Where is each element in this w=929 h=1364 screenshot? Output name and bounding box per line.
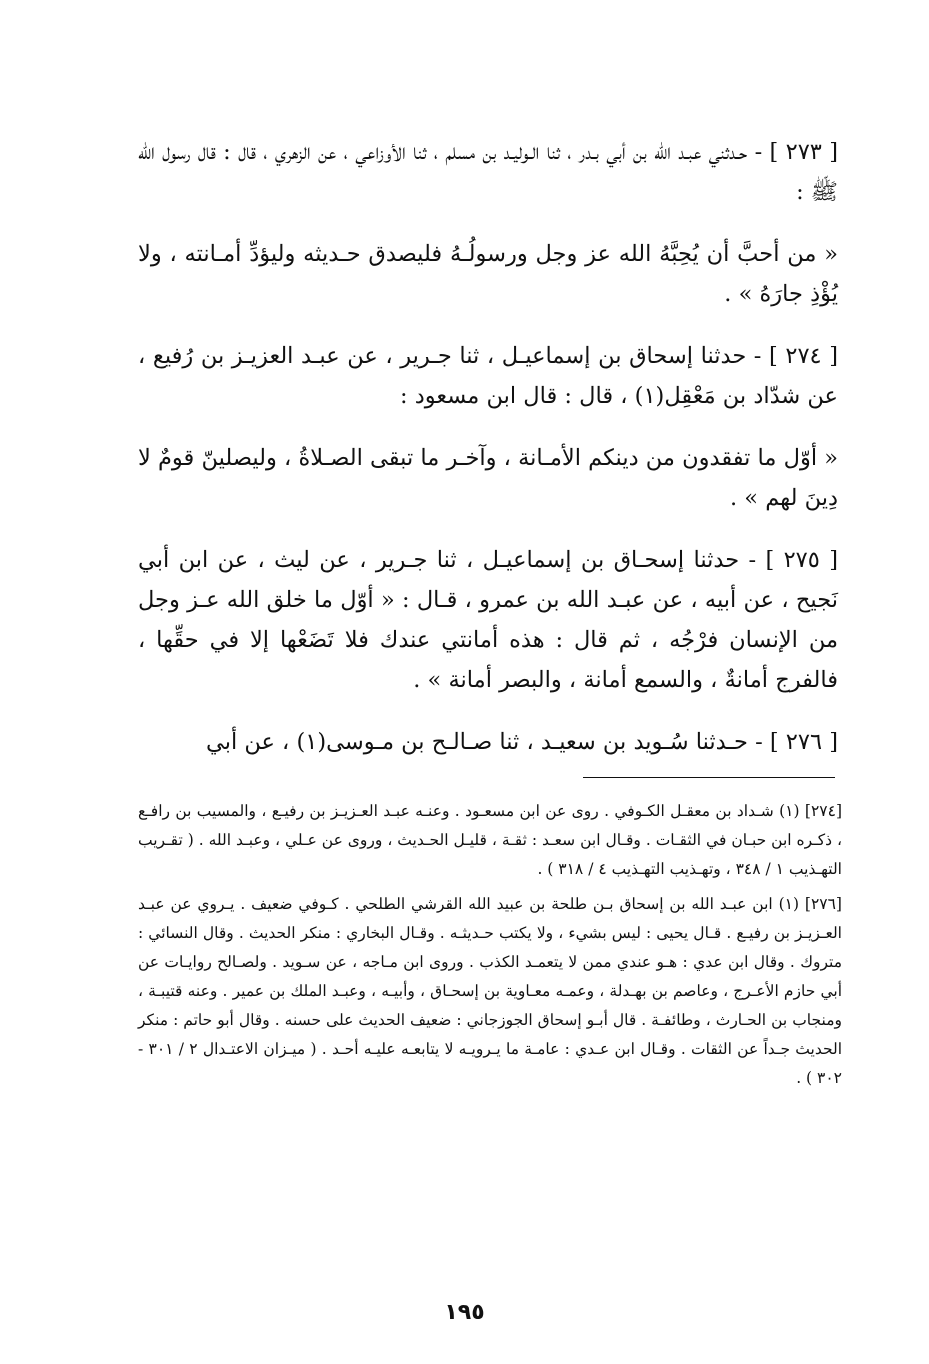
- footnotes: [138, 797, 842, 1099]
- hadith-276: [ ٢٧٦ ] - حـدثنا سُـويد بن سعيـد ، ثنا صـالـح بن مـوسى(١) ، عن أبي: [205, 729, 838, 755]
- page-number: ١٩٥: [444, 1300, 485, 1325]
- footnote-divider: [583, 777, 835, 778]
- hadith-273: [ ٢٧٣ ] - حـدثني عبـد الله بن أبي بـدر ، ثنا الـوليـد بن مسلم ، ثنا الأوزاعي ، عن الزهري ، قال : قال رسول الله ﷺ :: [138, 139, 838, 205]
- hadith-274-text: « أوّل ما تفقدون من دينكم الأمـانة ، وآخـر ما تبقى الصـلاةُ ، وليصلينّ قومٌ لا دِينَ لهم » .: [138, 445, 838, 511]
- footnote-274: [٢٧٤] (١) شـداد بن معقـل الكـوفي . روى عن ابن مسعـود . وعنـه عبـد العـزيـز بن رفيـع ، والمسيب بن رافـع ، ذكـره ابن حبـان في الثقـات . وقـال ابن سعـد : ثقـة ، قليـل الحـديث ، وروى عن عـلي ، وعبـد الله . ( تقـريب التهـذيب ١ / ٣٤٨ ، وتهـذيب التهـذيب ٤ / ٣١٨ ) .: [138, 802, 842, 878]
- hadith-273-text: « من أحبَّ أن يُحِبَّهُ الله عز وجل ورسولُـهُ فليصدق حـديثه وليؤدِّ أمـانته ، ولا يُؤْذِ جارَهُ » .: [138, 241, 838, 307]
- footnote-276: [٢٧٦] (١) ابن عبـد الله بن إسحاق بـن طلحة بن عبيد الله القرشي الطلحي . كـوفي ضعيف . يـروي عن عبـد العـزيـز بن رفيـع . قـال يحيى : ليس بشيء ، ولا يكتب حـديثـه . وقـال البخاري : منكر الحديث . وقال النسائي : متروك . وقال ابن عدي : هـو عندي ممن لا يتعمـد الكذب . وروى ابن مـاجه ، عن سـويد . ولصـالح روايـات عن أبي حازم الأعـرج ، وعاصم بن بهـدلة ، وعمـه معـاوية بن إسحـاق ، وأبيـه ، وعبـد الملك بن عمير . وعنه قتيبـة ، ومنجاب بن الحـارث ، وطائفـة . قال أبـو إسحاق الجوزجاني : ضعيف الحديث على حسنه . وقال أبو حاتم : منكر الحديث جـداً عن الثقات . وقـال ابن عـدي : عامـة ما يـرويـه لا يتابعـه عليـه أحـد . ( ميـزان الاعتـدال ٢ / ٣٠١ - ٣٠٢ ) .: [138, 895, 842, 1087]
- hadith-274: [ ٢٧٤ ] - حدثنا إسحاق بن إسماعيـل ، ثنا جـرير ، عن عبـد العزيـز بن رُفيع ، عن شدّاد بن مَعْقِل(١) ، قال : قال ابن مسعود :: [138, 343, 838, 409]
- hadith-275: [ ٢٧٥ ] - حدثنا إسحـاق بن إسماعيـل ، ثنا جـرير ، عن ليث ، عن ابن أبي نَجيح ، عن أبيه ، عن عبـد الله بن عمرو ، قـال : « أوّل ما خلق الله عـز وجل من الإنسان فرْجُه ، ثم قال : هذه أمانتي عندك فلا تَضَعْها إلا في حقِّها ، فالفرج أمانةٌ ، والسمع أمانة ، والبصر أمانة » .: [138, 547, 839, 693]
- main-text: [138, 132, 838, 784]
